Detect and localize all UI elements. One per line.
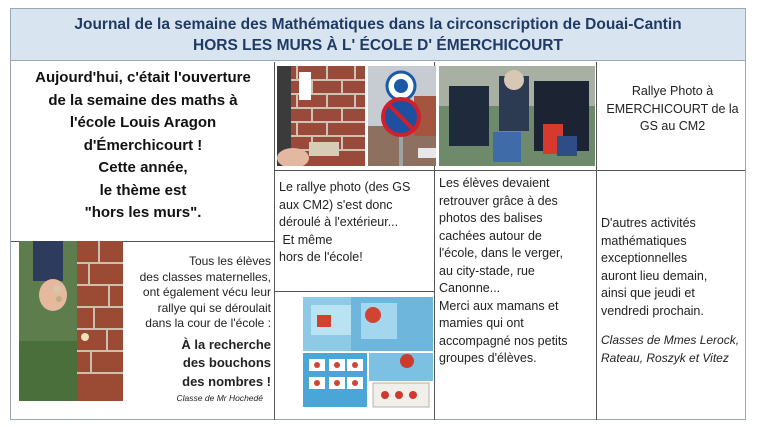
grid-line bbox=[596, 62, 597, 420]
intro-text bbox=[13, 67, 273, 225]
brick-wall-photo bbox=[277, 66, 365, 166]
rallye-text-line: hors de l'école! bbox=[279, 250, 363, 264]
intro-line: "hors les murs". bbox=[84, 204, 202, 221]
bottle-caps-photo bbox=[19, 241, 123, 401]
rallye-title-line: EMERCHICOURT de la bbox=[606, 101, 739, 116]
eleves-text-line: l'école, dans le verger, bbox=[439, 246, 563, 260]
maternelle-bold-line: des nombres ! bbox=[182, 373, 271, 389]
autres-line: ainsi que jeudi et bbox=[601, 286, 695, 300]
header-subtitle: HORS LES MURS À L' ÉCOLE D' ÉMERCHICOURT bbox=[193, 37, 563, 54]
maternelle-credit: Classe de Mr Hochedé bbox=[176, 393, 263, 403]
rallye-title-line: Rallye Photo à bbox=[631, 84, 714, 98]
math-cards-photo bbox=[303, 297, 433, 409]
header-title: Journal de la semaine des Mathématiques dans la circonscription de Douai-Cantin bbox=[74, 16, 682, 33]
intro-line: de la semaine des maths à bbox=[48, 91, 238, 109]
maternelle-text bbox=[121, 254, 271, 405]
intro-line: d'Émerchicourt ! bbox=[83, 136, 203, 154]
grid-line bbox=[274, 170, 745, 171]
rallye-text-line: Le rallye photo (des GS bbox=[279, 180, 411, 194]
classes-line: Classes de Mmes Lerock, bbox=[601, 333, 740, 347]
autres-line: D'autres activités bbox=[601, 216, 696, 230]
autres-line: exceptionnelles bbox=[601, 251, 688, 265]
eleves-text-line: Canonne... bbox=[439, 281, 501, 295]
autres-line: mathématiques bbox=[601, 233, 687, 248]
eleves-text-line: groupes d'élèves. bbox=[439, 351, 537, 365]
maternelle-line: Tous les élèves bbox=[188, 254, 271, 268]
eleves-text-line: Les élèves devaient bbox=[439, 176, 550, 190]
eleves-text-line: accompagné nos petits bbox=[439, 333, 568, 348]
eleves-text bbox=[439, 175, 595, 368]
eleves-text-line: cachées autour de bbox=[439, 228, 542, 243]
journal-header bbox=[11, 9, 745, 61]
eleves-text-line: photos des balises bbox=[439, 211, 543, 225]
maternelle-bold-line: des bouchons bbox=[182, 355, 271, 370]
maternelle-line: ont également vécu leur bbox=[142, 285, 271, 299]
grid-line bbox=[274, 291, 434, 292]
eleves-text-line: au city-stade, rue bbox=[439, 263, 535, 278]
rallye-text-line: déroulé à l'extérieur... bbox=[279, 215, 399, 229]
rallye-title bbox=[600, 83, 745, 136]
rallye-text-line: Et même bbox=[279, 232, 333, 247]
maternelle-line: rallye qui se déroulait bbox=[157, 300, 271, 315]
autres-line: auront lieu demain, bbox=[601, 268, 708, 283]
journal-page bbox=[10, 8, 746, 420]
grid-line bbox=[274, 62, 275, 420]
maternelle-bold-line: À la recherche bbox=[181, 336, 271, 352]
intro-line: le thème est bbox=[99, 181, 187, 199]
eleves-text-line: Merci aux mamans et bbox=[439, 298, 559, 313]
rallye-text bbox=[279, 179, 432, 267]
intro-line: Cette année, bbox=[98, 159, 188, 176]
maternelle-line: dans la cour de l'école : bbox=[145, 316, 271, 330]
rallye-text-line: aux CM2) s'est donc bbox=[279, 197, 393, 212]
autres-activites-text bbox=[601, 215, 746, 367]
intro-line: l'école Louis Aragon bbox=[69, 114, 217, 131]
autres-line: vendredi prochain. bbox=[601, 303, 704, 318]
intro-line: Aujourd'hui, c'était l'ouverture bbox=[35, 69, 251, 86]
classes-line: Rateau, Roszyk et Vitez bbox=[601, 350, 729, 365]
street-sign-photo bbox=[368, 66, 436, 166]
eleves-text-line: retrouver grâce à des bbox=[439, 193, 558, 208]
maternelle-line: des classes maternelles, bbox=[139, 269, 271, 284]
rallye-title-line: GS au CM2 bbox=[639, 119, 706, 133]
children-outdoors-photo bbox=[439, 66, 595, 166]
eleves-text-line: mamies qui ont bbox=[439, 316, 524, 330]
